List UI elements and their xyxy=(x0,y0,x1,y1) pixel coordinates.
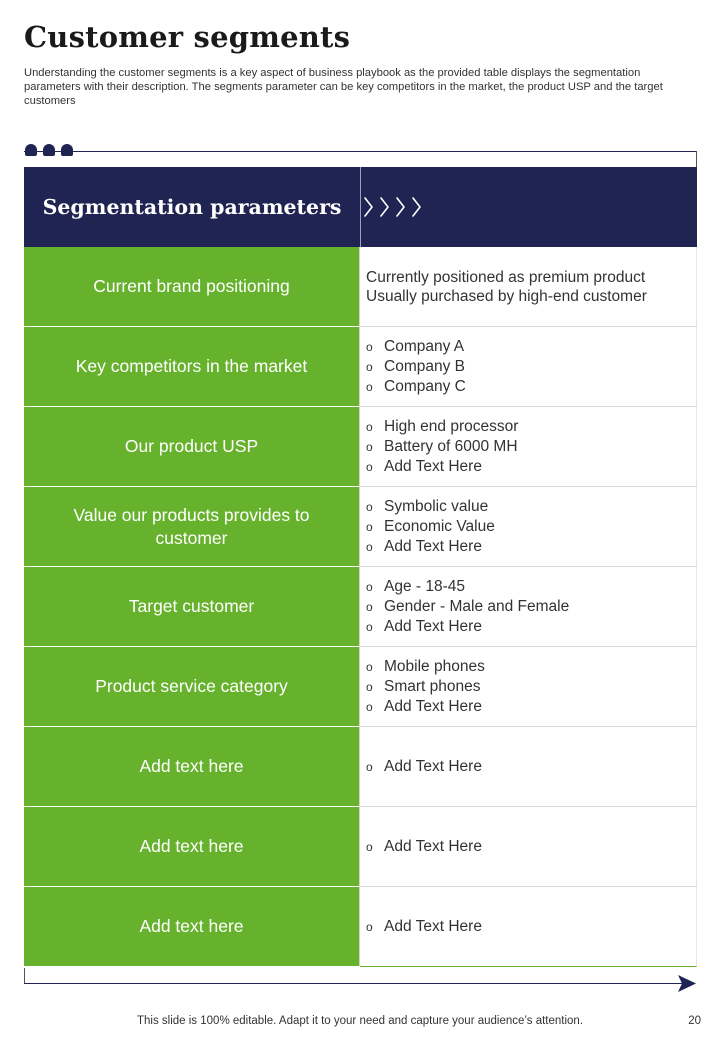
bullet-icon: o xyxy=(366,619,373,634)
description-text: Add Text Here xyxy=(384,757,482,775)
dot-icon xyxy=(25,144,37,156)
description-text: Gender - Male and Female xyxy=(384,597,570,615)
bullet-icon: o xyxy=(366,679,373,694)
bullet-icon: o xyxy=(366,379,373,394)
segment-parameter-label: Value our products provides to customer xyxy=(24,487,360,567)
description-text: Add Text Here xyxy=(384,697,482,715)
description-item xyxy=(366,517,696,537)
segment-parameter-label: Current brand positioning xyxy=(24,247,360,327)
table-header-decoration xyxy=(361,167,697,247)
segment-description xyxy=(360,407,697,487)
description-item xyxy=(366,417,696,437)
chevrons-right-icon xyxy=(361,195,427,219)
bullet-icon: o xyxy=(366,439,373,454)
dot-icon xyxy=(43,144,55,156)
description-text: Currently positioned as premium product xyxy=(366,268,646,286)
description-item xyxy=(366,268,696,287)
description-text: Economic Value xyxy=(384,517,495,535)
table-row xyxy=(24,647,697,727)
segment-description xyxy=(360,567,697,647)
table-header-row xyxy=(24,167,697,247)
segment-parameter-label: Key competitors in the market xyxy=(24,327,360,407)
description-item xyxy=(366,437,696,457)
bullet-icon: o xyxy=(366,459,373,474)
segmentation-table xyxy=(24,167,697,967)
segment-description xyxy=(360,487,697,567)
bullet-icon: o xyxy=(366,659,373,674)
table-row xyxy=(24,807,697,887)
description-text: Usually purchased by high-end customer xyxy=(366,287,647,305)
description-text: Company C xyxy=(384,377,466,395)
bullet-icon: o xyxy=(366,419,373,434)
description-text: Add Text Here xyxy=(384,537,482,555)
description-text: Age - 18-45 xyxy=(384,577,465,595)
segment-parameter-label: Target customer xyxy=(24,567,360,647)
segment-parameter-label: Add text here xyxy=(24,727,360,807)
bullet-icon: o xyxy=(366,839,373,854)
bottom-arrow-line xyxy=(24,983,688,984)
description-item xyxy=(366,757,696,777)
segment-description xyxy=(360,647,697,727)
table-row xyxy=(24,887,697,967)
bullet-icon: o xyxy=(366,339,373,354)
bullet-icon: o xyxy=(366,539,373,554)
description-text: Add Text Here xyxy=(384,457,482,475)
bullet-icon: o xyxy=(366,919,373,934)
description-item xyxy=(366,287,696,306)
description-item xyxy=(366,337,696,357)
segment-description xyxy=(360,807,697,887)
description-item xyxy=(366,917,696,937)
description-item xyxy=(366,577,696,597)
description-text: Mobile phones xyxy=(384,657,485,675)
segment-description xyxy=(360,887,697,967)
bullet-icon: o xyxy=(366,499,373,514)
description-text: Company B xyxy=(384,357,465,375)
description-text: High end processor xyxy=(384,417,519,435)
decorative-dots xyxy=(25,144,73,156)
description-text: Add Text Here xyxy=(384,917,482,935)
description-item xyxy=(366,457,696,477)
bullet-icon: o xyxy=(366,599,373,614)
bottom-axis-start xyxy=(24,968,25,984)
top-divider-line xyxy=(24,151,697,152)
table-row xyxy=(24,727,697,807)
description-item xyxy=(366,597,696,617)
segment-parameter-label: Product service category xyxy=(24,647,360,727)
bullet-icon: o xyxy=(366,519,373,534)
description-item xyxy=(366,677,696,697)
table-row xyxy=(24,407,697,487)
description-item xyxy=(366,657,696,677)
bullet-icon: o xyxy=(366,579,373,594)
table-row xyxy=(24,567,697,647)
footer-note: This slide is 100% editable. Adapt it to your need and capture your audience’s attention. xyxy=(136,1015,584,1027)
description-text: Company A xyxy=(384,337,465,355)
segment-description xyxy=(360,727,697,807)
table-header-title: Segmentation parameters xyxy=(24,167,361,247)
segment-description xyxy=(360,327,697,407)
description-item xyxy=(366,697,696,717)
description-item xyxy=(366,537,696,557)
table-row xyxy=(24,487,697,567)
bullet-icon: o xyxy=(366,359,373,374)
top-divider-end xyxy=(696,151,697,167)
page-title: Customer segments xyxy=(24,20,351,54)
table-row xyxy=(24,327,697,407)
segment-description xyxy=(360,247,697,327)
bullet-icon: o xyxy=(366,699,373,714)
segment-parameter-label: Our product USP xyxy=(24,407,360,487)
bullet-icon: o xyxy=(366,759,373,774)
table-body xyxy=(24,247,697,967)
segment-parameter-label: Add text here xyxy=(24,807,360,887)
description-item xyxy=(366,497,696,517)
arrow-right-icon xyxy=(678,975,696,992)
description-item xyxy=(366,377,696,397)
description-text: Add Text Here xyxy=(384,837,482,855)
description-text: Battery of 6000 MH xyxy=(384,437,518,455)
description-text: Add Text Here xyxy=(384,617,482,635)
description-item xyxy=(366,837,696,857)
description-item xyxy=(366,617,696,637)
page-number: 20 xyxy=(688,1015,701,1027)
dot-icon xyxy=(61,144,73,156)
description-text: Smart phones xyxy=(384,677,481,695)
description-text: Symbolic value xyxy=(384,497,489,515)
description-item xyxy=(366,357,696,377)
table-row xyxy=(24,247,697,327)
page-subtitle: Understanding the customer segments is a key aspect of business playbook as the provided table displays the segmentation parameters with their description. The segments parameter can be key competitors in the market, the product USP and the target customers xyxy=(24,67,663,107)
segment-parameter-label: Add text here xyxy=(24,887,360,967)
